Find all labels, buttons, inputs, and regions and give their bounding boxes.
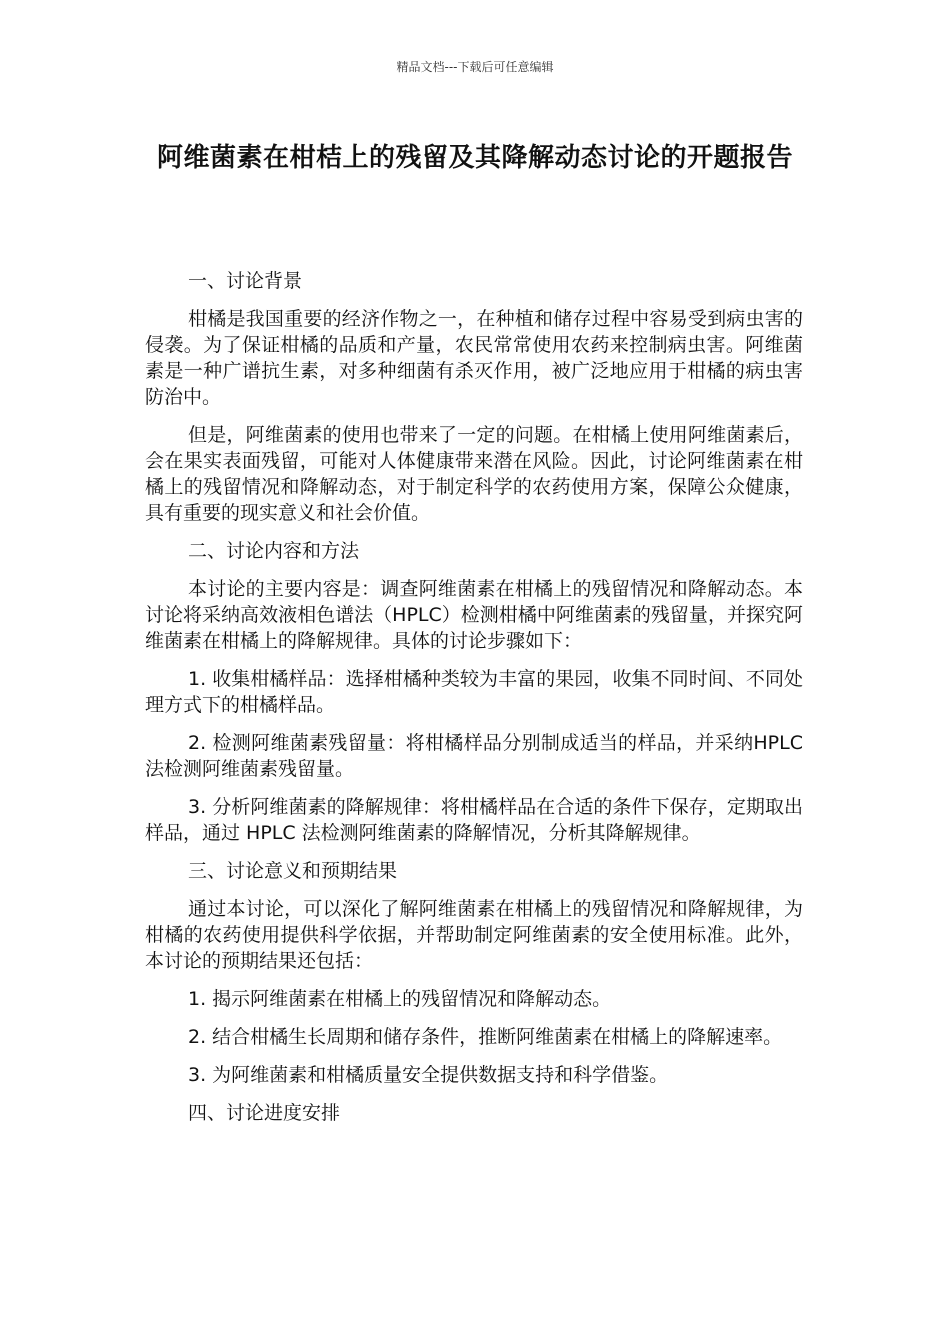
section-heading-significance: 三、讨论意义和预期结果 xyxy=(188,860,398,882)
paragraph-significance: 通过本讨论，可以深化了解阿维菌素在柑橘上的残留情况和降解规律，为柑橘的农药使用提供科学依据，并帮助制定阿维菌素的安全使用标准。此外，本讨论的预期结果还包括： xyxy=(145,898,803,972)
list-item-infer-rate: 2. 结合柑橘生长周期和储存条件，推断阿维菌素在柑橘上的降解速率。 xyxy=(188,1026,783,1048)
page-header: 精品文档---下载后可任意编辑 xyxy=(396,60,554,74)
paragraph-background-1: 柑橘是我国重要的经济作物之一，在种植和储存过程中容易受到病虫害的侵袭。为了保证柑橘的品质和产量，农民常常使用农药来控制病虫害。阿维菌素是一种广谱抗生素，对多种细菌有杀灭作用，被广泛地应用于柑橘的病虫害防治中。 xyxy=(145,308,803,408)
list-item-detect-residue: 2. 检测阿维菌素残留量：将柑橘样品分别制成适当的样品，并采纳HPLC 法检测阿维菌素残留量。 xyxy=(145,732,803,780)
document-body xyxy=(145,268,803,1138)
list-item-analyze-degradation: 3. 分析阿维菌素的降解规律：将柑橘样品在合适的条件下保存，定期取出样品，通过 HPLC 法检测阿维菌素的降解情况，分析其降解规律。 xyxy=(145,796,803,844)
paragraph-content-method: 本讨论的主要内容是：调查阿维菌素在柑橘上的残留情况和降解动态。本讨论将采纳高效液相色谱法（HPLC）检测柑橘中阿维菌素的残留量，并探究阿维菌素在柑橘上的降解规律。具体的讨论步骤如下： xyxy=(145,578,803,652)
section-heading-content-method: 二、讨论内容和方法 xyxy=(188,540,360,562)
paragraph-background-2: 但是，阿维菌素的使用也带来了一定的问题。在柑橘上使用阿维菌素后，会在果实表面残留，可能对人体健康带来潜在风险。因此，讨论阿维菌素在柑橘上的残留情况和降解动态，对于制定科学的农药使用方案，保障公众健康，具有重要的现实意义和社会价值。 xyxy=(145,424,803,524)
section-heading-schedule: 四、讨论进度安排 xyxy=(188,1102,341,1124)
list-item-data-support: 3. 为阿维菌素和柑橘质量安全提供数据支持和科学借鉴。 xyxy=(188,1064,669,1086)
document-title: 阿维菌素在柑桔上的残留及其降解动态讨论的开题报告 xyxy=(156,143,793,173)
list-item-collect-samples: 1. 收集柑橘样品：选择柑橘种类较为丰富的果园，收集不同时间、不同处理方式下的柑橘样品。 xyxy=(145,668,803,716)
list-item-reveal-residue: 1. 揭示阿维菌素在柑橘上的残留情况和降解动态。 xyxy=(188,988,612,1010)
section-heading-background: 一、讨论背景 xyxy=(188,270,303,292)
